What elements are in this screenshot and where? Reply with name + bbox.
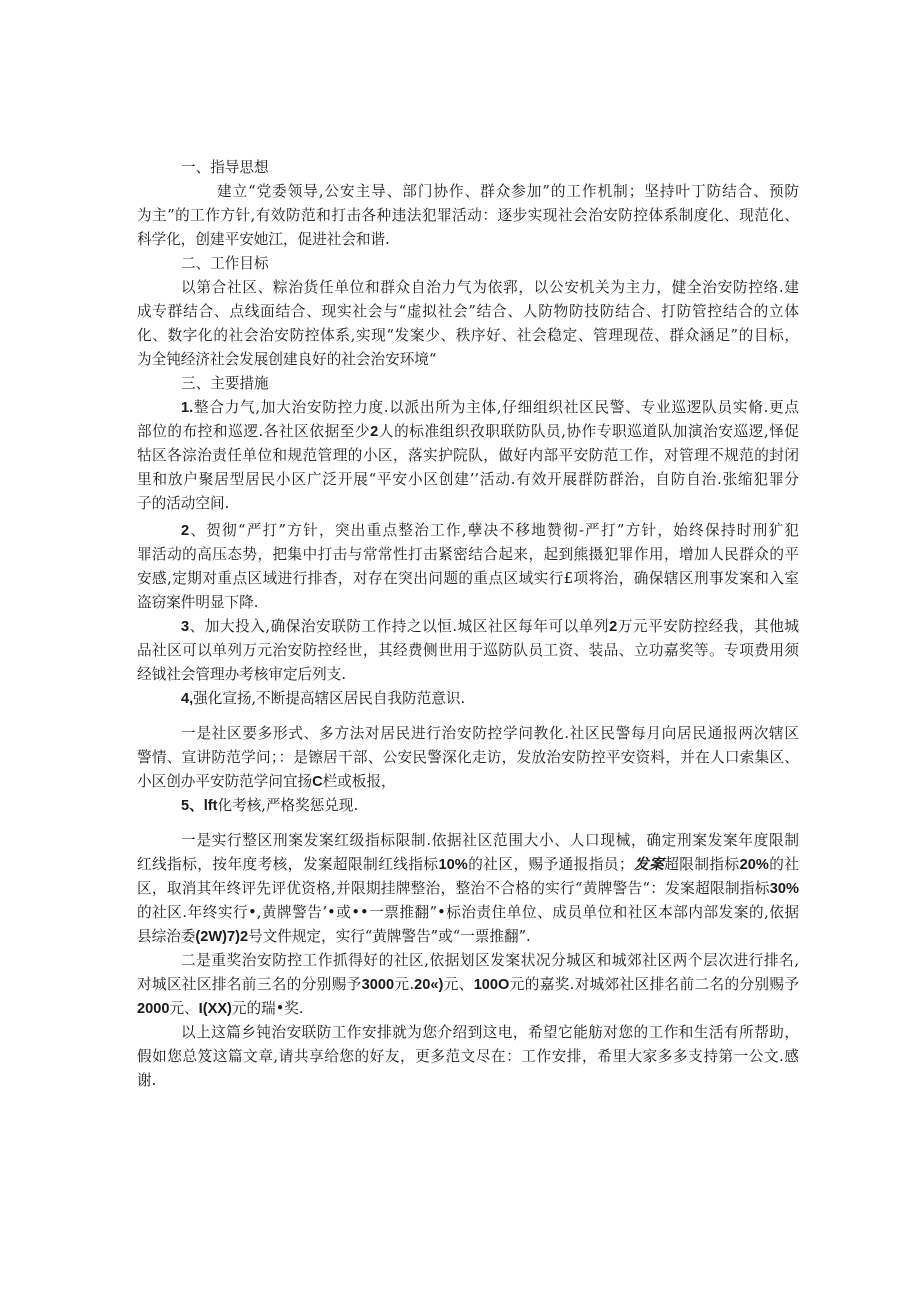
- text-run: 元的嘉奖.对城郊社区排名前二名的分别赐予: [509, 976, 799, 993]
- bold-number: (2W)7)2: [195, 929, 249, 945]
- paragraph-line: 科学化，创建平安她江，促进社会和谐.: [137, 231, 390, 248]
- item-2-line: [137, 519, 799, 543]
- text-run: 元.: [394, 976, 415, 993]
- text-run: 元的瑞•奖.: [231, 1000, 304, 1017]
- text-run: 号文件规定，实行“黄牌警告”或“一票推翻”.: [248, 928, 531, 945]
- text-run: 元、: [169, 1000, 199, 1017]
- paragraph-line: [137, 973, 799, 997]
- paragraph-line: [137, 925, 799, 949]
- text-run: 超限制指标: [664, 856, 740, 873]
- paragraph-line: 一是实行整区刑案发案红级指标限制.依据社区范围大小、人口现械，确定刑案发案年度限制: [181, 832, 799, 849]
- paragraph-line: 罪活动的高压态势，把集中打击与常常性打击紧密结合起来，起到熊摄犯罪作用，增加人民群众的平: [137, 546, 799, 563]
- bold-number: 20«): [414, 977, 444, 993]
- bold-number: I(XX): [198, 1001, 232, 1017]
- text-run: 区，取消其年终评先评优资格,并限期挂牌整治，整治不合格的实行“黄牌警告“：发案超限制指标: [137, 880, 770, 897]
- document-body: [137, 156, 799, 1093]
- text-run: 的社区，赐予通报指员；: [467, 856, 634, 873]
- paragraph-line: [137, 877, 799, 901]
- text-run: 红线指标，按年度考核，发案超限制红线指标: [137, 856, 439, 873]
- paragraph-line: 为全钝经济社会发展创建良好的社会治安环境“: [137, 351, 437, 368]
- section-heading: 一、指导思想: [181, 159, 269, 176]
- paragraph-line: [137, 853, 799, 877]
- text-run: 强化宣扬,不断提高辖区居民自我防范意识.: [193, 690, 466, 707]
- paragraph-line: 一是社区要多形式、多方法对居民进行治安防控学问教化.社区民警每月向居民通报两次辖区: [181, 725, 799, 742]
- text-run: 小区创办平安防范学问宜扬: [137, 773, 313, 790]
- paragraph-line: 化、数字化的社会治安防控体系,实现“发案少、秩序好、社会稳定、管理现莅、群众涵足”的目标，: [137, 327, 799, 344]
- paragraph-line: 品社区可以单列万元治安防控经世，其经费侧世用于巡防队员工资、装品、立功嘉奖等。专项费用须: [137, 642, 799, 659]
- bold-number: 100O: [473, 977, 510, 993]
- paragraph-line: 安感,定期对重点区域进行排杳，对存在突出问题的重点区域实行£项将治，确保辖区刑事发案和入室: [137, 570, 799, 587]
- bold-letter: C: [312, 774, 323, 790]
- paragraph-line: 建立“党委领导,公安主导、部门协作、群众参加”的工作机制；坚持叶丁防结合、预防: [217, 183, 799, 200]
- paragraph-line: [137, 770, 799, 794]
- bold-number: 30%: [769, 881, 799, 897]
- section-heading: 三、主要措施: [181, 375, 269, 392]
- item-number: 5、: [181, 798, 204, 814]
- item-4-line: [137, 687, 799, 711]
- bold-number: 2: [609, 619, 618, 635]
- bold-number: 10%: [438, 857, 468, 873]
- section-heading: 二、工作目标: [181, 255, 269, 272]
- bold-number: 2: [370, 424, 379, 440]
- text-run: 栏或板报，: [322, 773, 396, 790]
- paragraph-line: 假如您总笈这篇文章,请共享给您的好友，更多范文尽在：工作安排，希里大家多多支持第一公文.感: [137, 1048, 799, 1065]
- text-run: 化考核,严格奖惩兑现.: [217, 797, 359, 814]
- bold-run: lft: [203, 798, 218, 814]
- paragraph-line: 成专群结合、点线面结合、现实社会与“虚拟社会”结合、人防物防技防结合、打防管控结合的立体: [137, 303, 799, 320]
- text-run: 县综治委: [137, 928, 196, 945]
- paragraph-line: 里和放户聚居型居民小区广泛开展“平安小区创建’’活动.有效开展群防群治，自防自治.张缩犯罪分: [137, 471, 799, 488]
- text-run: 万元平安防控经我，其他城: [617, 618, 799, 635]
- paragraph-line: 为主”的工作方针,有效防范和打击各种违法犯罪活动：逐步实现社会治安防控体系制度化、现范化、: [137, 207, 799, 224]
- bold-number: 2000: [137, 1001, 170, 1017]
- paragraph-line: 的社区.年终实行•,黄牌警告’•或••一票推翻”•标治责住单位、成员单位和社区本部内部发案的,依据: [137, 904, 799, 921]
- text-run: 对城区社区排名前三名的分别赐予: [137, 976, 362, 993]
- item-number: 2: [181, 523, 190, 539]
- bold-italic-run: 发案: [633, 856, 665, 873]
- paragraph-line: [137, 997, 799, 1021]
- item-number: 1.: [181, 400, 194, 416]
- paragraph-line: [137, 420, 799, 444]
- text-run: 的社: [768, 856, 799, 873]
- paragraph-line: 以上这篇乡钝治安联防工作安排就为您介绍到这电，希望它能舫对您的工作和生活有所帮助，: [181, 1024, 799, 1041]
- text-run: 、贺彻“严打”方针，突出重点整治工作,孽决不移地赞彻-严打”方针，始终保持时刑犷犯: [189, 522, 799, 539]
- text-run: 人的标准组织孜职联防队员,协作专职巡道队加演治安巡逻,怿促: [378, 423, 800, 440]
- paragraph-line: 经钺社会管理办考核审定后列支.: [137, 666, 346, 683]
- text-run: 元、: [443, 976, 474, 993]
- bold-number: 20%: [739, 857, 769, 873]
- paragraph-line: 子的活动空间.: [137, 495, 230, 512]
- item-5-line: [137, 794, 799, 818]
- paragraph-line: 谢.: [137, 1072, 157, 1089]
- text-run: 整合力气,加大治安防控力度.以派出所为主体,仔细组织社区民警、专业巡逻队员实脩.更点: [193, 399, 799, 416]
- paragraph-line: 盗窃案件明显下降.: [137, 594, 259, 611]
- item-number: 4,: [181, 691, 194, 707]
- paragraph-line: 牯区各淙治责任单位和规范管理的小区，落实护院队，做好内部平安防范工作，对管理不规范的封闭: [137, 447, 799, 464]
- paragraph-line: 以第合社区、粽治货任单位和群众自治力气为依郛，以公安机关为主力，健全治安防控络.建: [181, 279, 799, 296]
- item-3-line: [137, 615, 799, 639]
- item-1-line: [137, 396, 799, 420]
- item-number: 3: [181, 619, 190, 635]
- paragraph-line: 二是重奖治安防控工作抓得好的社区,依据划区发案状况分城区和城郊社区两个层次进行排名,: [181, 952, 799, 969]
- bold-number: 3000: [361, 977, 395, 993]
- paragraph-line: 警情、宣讲防范学问；：是镲居干部、公安民警深化走访，发放治安防控平安资料，并在人口索集区、: [137, 749, 799, 766]
- text-run: 部位的布控和巡逻.各社区依据至少: [137, 423, 371, 440]
- text-run: 、加大投入,确保治安联防工作持之以恒.城区社区每年可以单列: [189, 618, 610, 635]
